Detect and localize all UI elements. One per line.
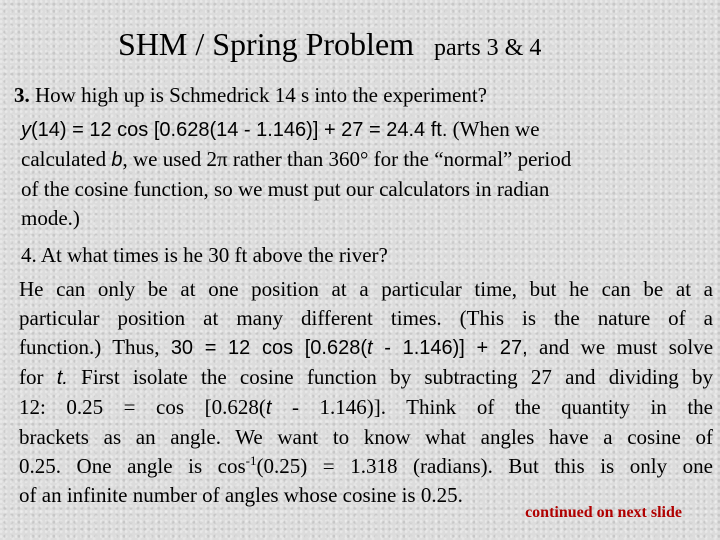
answer-4-line-1: He can only be at one position at a particular time, but he can be at a: [19, 277, 713, 301]
answer-4-line-3: [19, 333, 713, 363]
text-ed14: t: [265, 397, 272, 419]
answer-3-line-3: of the cosine function, so we must put our calculators in radian: [21, 177, 550, 201]
answer-3-line-1: [21, 115, 711, 145]
text-must-solve: and we must solve: [539, 335, 714, 359]
text-isolate: First isolate the cosine function by subtracting 27 and dividing by: [81, 365, 713, 389]
text-e: rather than 360° for the “normal” period: [232, 147, 572, 171]
question-4-heading: [21, 241, 711, 270]
title-subtitle: parts 3 & 4: [434, 35, 542, 61]
text-6a38: 0.25. One angle is cos: [19, 454, 246, 478]
question-3-heading: [14, 81, 714, 110]
text-function-thus: function.) Thus,: [19, 335, 160, 359]
superscript-inverse: -1: [245, 453, 257, 468]
answer-4-line-7: [19, 452, 713, 481]
question-4-number: 4.: [21, 243, 37, 267]
text-2fdc: t: [367, 337, 373, 359]
answer-3-line-2: [21, 145, 711, 175]
text-8a0c: - 1.146)]. Think of the quantity in the: [291, 395, 713, 419]
text-for: for: [19, 365, 44, 389]
continued-note: continued on next slide: [525, 504, 682, 521]
text-0416: (0.25) = 1.318 (radians). But this is only one: [256, 454, 713, 478]
text-d3b6: 30 = 12 cos [0.628(: [170, 337, 368, 359]
title-text: SHM / Spring Problem: [118, 26, 415, 62]
var-y: y: [21, 119, 31, 141]
equation-y14: (14) = 12 cos [0.628(14 - 1.146)] + 27 = 24.4 ft.: [31, 119, 448, 141]
text-c: , we used: [122, 147, 202, 171]
text-51df: - 1.146)] + 27,: [384, 337, 528, 359]
text-f8e9: 12: 0.25 = cos [0.628(: [19, 395, 266, 419]
question-3-number: 3.: [14, 83, 30, 107]
question-3-text: How high up is Schmedrick 14 s into the experiment?: [35, 83, 488, 107]
equation-30: [171, 337, 528, 359]
answer-4-line-8: of an infinite number of angles whose cosine is 0.25.: [19, 483, 463, 507]
slide-title: [118, 24, 541, 68]
answer-4-line-4: [19, 363, 713, 393]
answer-4-line-6: brackets as an angle. We want to know what angles have a cosine of: [19, 425, 713, 449]
var-t: t.: [56, 367, 68, 389]
text-a: calculated: [21, 147, 107, 171]
question-4-answer: [19, 275, 713, 510]
answer-4-line-5: [19, 393, 713, 423]
question-3-answer: [21, 115, 711, 233]
answer-3-line-1-rest: (When we: [452, 117, 540, 141]
var-b: b: [111, 149, 123, 171]
answer-3-line-4: mode.): [21, 206, 80, 230]
answer-4-line-2: particular position at many different times. (This is the nature of a: [19, 306, 713, 330]
question-4-text: At what times is he 30 ft above the river?: [40, 243, 388, 267]
two-pi: 2π: [206, 147, 228, 171]
